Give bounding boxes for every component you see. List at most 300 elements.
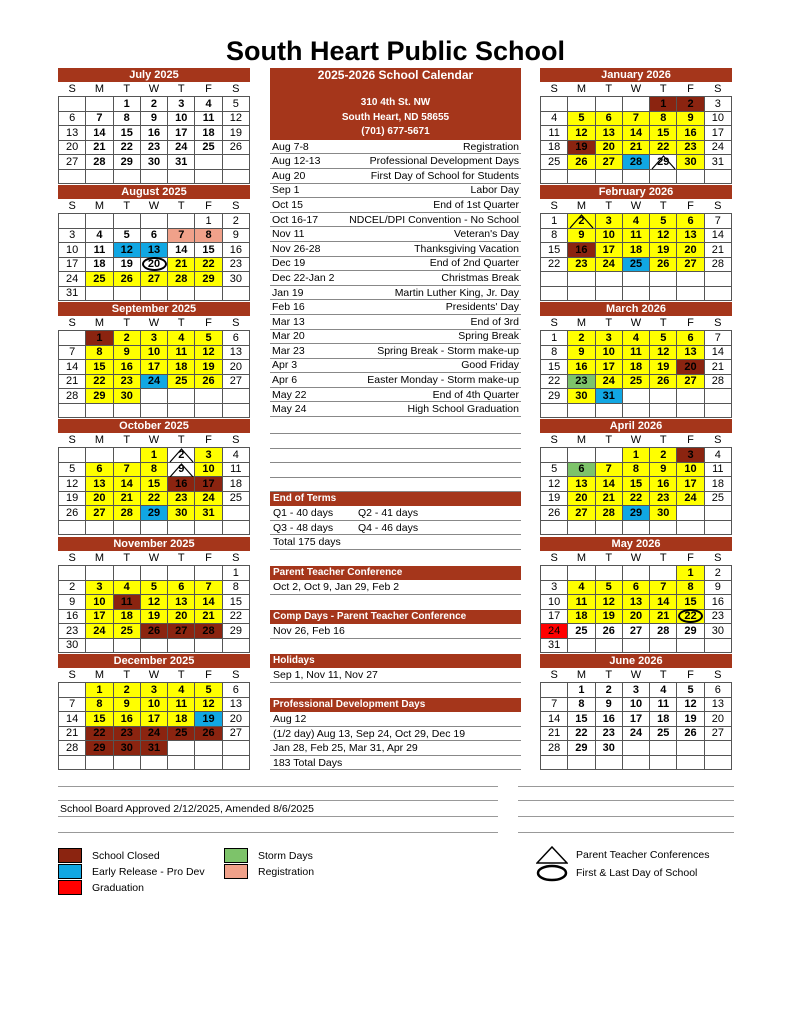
day-cell: 29 [541,389,568,404]
event-label: High School Graduation [407,403,519,416]
empty-cell [86,566,113,581]
comp-dates: Nov 26, Feb 16 [270,624,521,639]
event-row [270,213,521,228]
empty-cell [113,448,140,463]
event-label: Spring Break - Storm make-up [377,344,519,357]
empty-cell [222,741,249,756]
ptc-dates: Oct 2, Oct 9, Jan 29, Feb 2 [270,580,521,595]
blank-row [270,419,521,434]
first-last-day-marker [678,609,703,623]
event-date: May 24 [272,403,307,416]
day-cell: 17 [195,477,222,492]
day-cell: 6 [568,462,595,477]
day-cell: 24 [595,374,622,389]
day-cell: 23 [704,609,731,624]
day-cell: 11 [168,697,195,712]
weekday-label: T [595,82,622,97]
legend-early [58,864,205,879]
event-date: Aug 20 [272,169,306,182]
day-cell: 8 [622,462,649,477]
event-row [270,300,521,315]
day-cell: 10 [86,595,113,610]
day-cell: 5 [595,580,622,595]
day-cell: 13 [168,595,195,610]
day-cell: 2 [704,566,731,581]
day-cell: 12 [222,111,249,126]
day-cell: 22 [222,609,249,624]
day-cell: 28 [59,389,86,404]
day-cell: 16 [677,126,704,141]
day-cell: 22 [568,726,595,741]
day-cell: 18 [622,243,649,258]
day-cell: 7 [86,111,113,126]
weekday-label: S [222,316,249,331]
empty-cell [622,403,649,418]
empty-cell [677,272,704,287]
empty-cell [677,506,704,521]
day-cell: 20 [86,491,113,506]
day-cell: 25 [168,374,195,389]
day-cell: 24 [168,140,195,155]
pd-line: Aug 12 [270,712,521,727]
divider [58,800,498,801]
day-cell: 6 [168,580,195,595]
day-cell: 2 [595,683,622,698]
day-cell: 28 [59,741,86,756]
event-date: Feb 16 [272,301,305,314]
empty-cell [113,214,140,229]
comp-days [270,610,521,639]
empty-cell [595,520,622,535]
empty-cell [568,566,595,581]
day-cell: 13 [677,228,704,243]
day-cell: 29 [195,272,222,287]
empty-cell [704,169,731,184]
weekday-label: W [140,668,167,683]
conference-triangle-icon [650,155,677,170]
day-cell: 19 [140,609,167,624]
day-cell: 14 [195,595,222,610]
day-cell: 30 [140,155,167,170]
day-cell: 7 [113,462,140,477]
day-cell: 13 [622,595,649,610]
day-cell: 23 [568,374,595,389]
day-cell: 10 [541,595,568,610]
day-cell: 21 [59,374,86,389]
day-cell: 13 [222,697,249,712]
empty-cell [168,214,195,229]
weekday-label: M [568,199,595,214]
empty-cell [650,389,677,404]
first-last-day-marker [142,257,167,271]
day-cell: 6 [86,462,113,477]
weekday-label: M [568,668,595,683]
day-cell: 9 [59,595,86,610]
day-cell: 4 [541,111,568,126]
day-cell: 29 [140,506,167,521]
weekday-label: T [168,668,195,683]
day-cell: 29 [650,155,677,170]
day-cell: 17 [595,243,622,258]
legend-label: School Closed [92,849,160,862]
day-cell: 30 [59,638,86,653]
day-cell: 10 [595,345,622,360]
empty-cell [622,97,649,112]
empty-cell [222,169,249,184]
day-cell: 31 [59,286,86,301]
day-cell: 29 [86,389,113,404]
empty-cell [140,566,167,581]
empty-cell [222,755,249,770]
day-cell: 7 [650,580,677,595]
day-cell: 14 [595,477,622,492]
day-cell: 20 [595,140,622,155]
day-cell: 26 [140,624,167,639]
day-cell: 27 [622,624,649,639]
day-cell: 4 [222,448,249,463]
day-cell: 14 [541,712,568,727]
weekday-label: S [704,316,731,331]
month-september-2025 [58,302,250,418]
day-cell: 17 [622,712,649,727]
event-label: Christmas Break [441,271,519,284]
day-cell: 25 [568,624,595,639]
weekday-label: M [568,316,595,331]
empty-cell [650,638,677,653]
day-cell: 16 [568,360,595,375]
empty-cell [168,286,195,301]
day-cell: 18 [622,360,649,375]
day-cell: 14 [704,345,731,360]
event-date: Nov 11 [272,228,305,241]
day-cell: 15 [140,477,167,492]
school-info [270,68,521,417]
day-cell: 31 [595,389,622,404]
day-cell: 21 [704,360,731,375]
empty-cell [140,169,167,184]
empty-cell [704,520,731,535]
day-cell: 26 [595,624,622,639]
weekday-label: T [595,199,622,214]
empty-cell [622,520,649,535]
day-cell: 4 [113,580,140,595]
day-cell: 24 [140,726,167,741]
day-cell: 12 [195,697,222,712]
day-cell: 22 [195,257,222,272]
empty-cell [704,741,731,756]
day-cell: 6 [59,111,86,126]
empty-cell [622,389,649,404]
weekday-label: W [622,551,649,566]
day-cell: 17 [140,360,167,375]
day-cell: 22 [86,374,113,389]
day-cell: 22 [541,374,568,389]
weekday-label: F [195,668,222,683]
weekday-label: W [622,199,649,214]
day-cell: 10 [677,462,704,477]
empty-cell [222,403,249,418]
weekday-label: S [59,316,86,331]
event-label: NDCEL/DPI Convention - No School [349,213,519,226]
day-cell: 28 [195,624,222,639]
day-cell: 12 [113,243,140,258]
day-cell: 13 [677,345,704,360]
day-cell: 25 [650,726,677,741]
divider [518,832,734,833]
day-cell: 5 [541,462,568,477]
event-label: End of 1st Quarter [433,198,519,211]
legend-first-last [536,864,697,882]
term-q2: Q2 - 41 days [358,507,419,519]
empty-cell [140,214,167,229]
weekday-label: S [222,433,249,448]
divider [518,786,734,787]
day-cell: 15 [541,360,568,375]
day-cell: 18 [541,140,568,155]
weekday-label: M [86,433,113,448]
day-cell: 13 [222,345,249,360]
empty-cell [677,169,704,184]
day-cell: 20 [704,712,731,727]
day-cell: 29 [222,624,249,639]
weekday-label: T [650,199,677,214]
empty-cell [650,272,677,287]
empty-cell [195,566,222,581]
month-title: December 2025 [58,654,250,668]
empty-cell [595,403,622,418]
day-cell: 19 [595,609,622,624]
month-title: November 2025 [58,537,250,551]
pd-line: Jan 28, Feb 25, Mar 31, Apr 29 [270,741,521,756]
day-cell: 23 [677,140,704,155]
day-cell: 26 [113,272,140,287]
event-row [270,330,521,345]
day-cell: 7 [704,214,731,229]
day-cell: 18 [168,712,195,727]
day-cell: 27 [677,257,704,272]
day-cell: 17 [168,126,195,141]
event-label: Good Friday [461,359,519,372]
empty-cell [195,403,222,418]
event-row [270,140,521,155]
empty-cell [704,755,731,770]
closed-swatch [58,848,82,863]
empty-cell [59,403,86,418]
empty-cell [568,755,595,770]
day-cell: 22 [140,491,167,506]
day-cell: 9 [168,462,195,477]
day-cell: 16 [59,609,86,624]
day-cell: 15 [222,595,249,610]
day-cell: 11 [622,228,649,243]
day-cell: 21 [622,140,649,155]
term-q1: Q1 - 40 days [273,507,334,519]
day-cell: 17 [704,126,731,141]
event-label: Martin Luther King, Jr. Day [394,286,519,299]
weekday-label: W [622,668,649,683]
event-date: Mar 13 [272,315,305,328]
legend-label: Parent Teacher Conferences [576,849,710,861]
day-cell: 5 [568,111,595,126]
empty-cell [541,272,568,287]
weekday-label: T [168,82,195,97]
weekday-label: M [86,82,113,97]
day-cell: 19 [222,126,249,141]
day-cell: 25 [222,491,249,506]
day-cell: 5 [677,683,704,698]
day-cell: 1 [113,97,140,112]
day-cell: 14 [622,126,649,141]
weekday-label: W [140,551,167,566]
day-cell: 29 [622,506,649,521]
day-cell: 24 [677,491,704,506]
day-cell: 1 [568,683,595,698]
day-cell: 23 [59,624,86,639]
day-cell: 16 [140,126,167,141]
day-cell: 24 [140,374,167,389]
day-cell: 21 [168,257,195,272]
day-cell: 9 [677,111,704,126]
empty-cell [222,638,249,653]
day-cell: 12 [650,345,677,360]
day-cell: 3 [541,580,568,595]
weekday-label: W [140,316,167,331]
day-cell: 4 [195,97,222,112]
day-cell: 22 [113,140,140,155]
day-cell: 27 [222,374,249,389]
day-cell: 1 [622,448,649,463]
day-cell: 11 [704,462,731,477]
day-cell: 19 [195,360,222,375]
weekday-label: S [59,668,86,683]
day-cell: 5 [59,462,86,477]
empty-cell [113,403,140,418]
weekday-label: M [86,551,113,566]
day-cell: 15 [86,360,113,375]
empty-cell [140,403,167,418]
weekday-label: F [677,199,704,214]
weekday-label: S [541,316,568,331]
month-june-2026 [540,654,732,770]
day-cell: 18 [195,126,222,141]
event-row [270,198,521,213]
weekday-label: T [168,433,195,448]
month-title: October 2025 [58,419,250,433]
day-cell: 26 [650,374,677,389]
day-cell: 13 [595,126,622,141]
empty-cell [704,272,731,287]
day-cell: 2 [113,331,140,346]
weekday-label: S [541,433,568,448]
event-row [270,257,521,272]
empty-cell [595,448,622,463]
empty-cell [86,520,113,535]
conference-triangle-icon [168,463,195,478]
empty-cell [677,403,704,418]
day-cell: 6 [677,331,704,346]
day-cell: 28 [595,506,622,521]
day-cell: 26 [195,726,222,741]
day-cell: 3 [59,228,86,243]
day-cell: 20 [222,360,249,375]
empty-cell [704,403,731,418]
empty-cell [595,755,622,770]
day-cell: 15 [677,595,704,610]
day-cell: 3 [677,448,704,463]
event-date: Dec 19 [272,257,306,270]
day-cell: 1 [195,214,222,229]
day-cell: 1 [677,566,704,581]
day-cell: 22 [622,491,649,506]
event-row [270,388,521,403]
day-cell: 25 [622,257,649,272]
event-label: End of 2nd Quarter [429,257,519,270]
empty-cell [168,169,195,184]
day-cell: 4 [168,683,195,698]
day-cell: 1 [140,448,167,463]
empty-cell [222,520,249,535]
weekday-label: T [113,199,140,214]
empty-cell [59,214,86,229]
day-cell: 28 [86,155,113,170]
empty-cell [568,638,595,653]
day-cell: 11 [541,126,568,141]
day-cell: 15 [568,712,595,727]
empty-cell [704,389,731,404]
empty-cell [704,638,731,653]
weekday-label: T [113,316,140,331]
empty-cell [568,272,595,287]
day-cell: 8 [568,697,595,712]
weekday-label: S [59,433,86,448]
event-row [270,286,521,301]
day-cell: 6 [222,683,249,698]
empty-cell [86,638,113,653]
day-cell: 21 [704,243,731,258]
day-cell: 13 [568,477,595,492]
day-cell: 4 [168,331,195,346]
day-cell: 19 [195,712,222,727]
day-cell: 22 [86,726,113,741]
legend-registration [224,864,314,879]
weekday-label: M [568,551,595,566]
day-cell: 28 [622,155,649,170]
empty-cell [595,272,622,287]
empty-cell [622,169,649,184]
weekday-label: S [704,668,731,683]
day-cell: 8 [195,228,222,243]
day-cell: 10 [168,111,195,126]
day-cell: 13 [86,477,113,492]
section-heading: Holidays [270,654,521,668]
day-cell: 8 [677,580,704,595]
month-february-2026 [540,185,732,301]
day-cell: 26 [677,726,704,741]
weekday-label: S [704,82,731,97]
weekday-label: W [140,199,167,214]
legend-ptc [536,846,709,864]
day-cell: 18 [568,609,595,624]
event-date: Oct 16-17 [272,213,319,226]
event-label: Thanksgiving Vacation [414,242,519,255]
month-july-2025 [58,68,250,184]
day-cell: 24 [195,491,222,506]
weekday-label: T [595,316,622,331]
empty-cell [168,755,195,770]
empty-cell [113,638,140,653]
event-label: Presidents' Day [445,301,519,314]
event-date: Apr 3 [272,359,298,372]
